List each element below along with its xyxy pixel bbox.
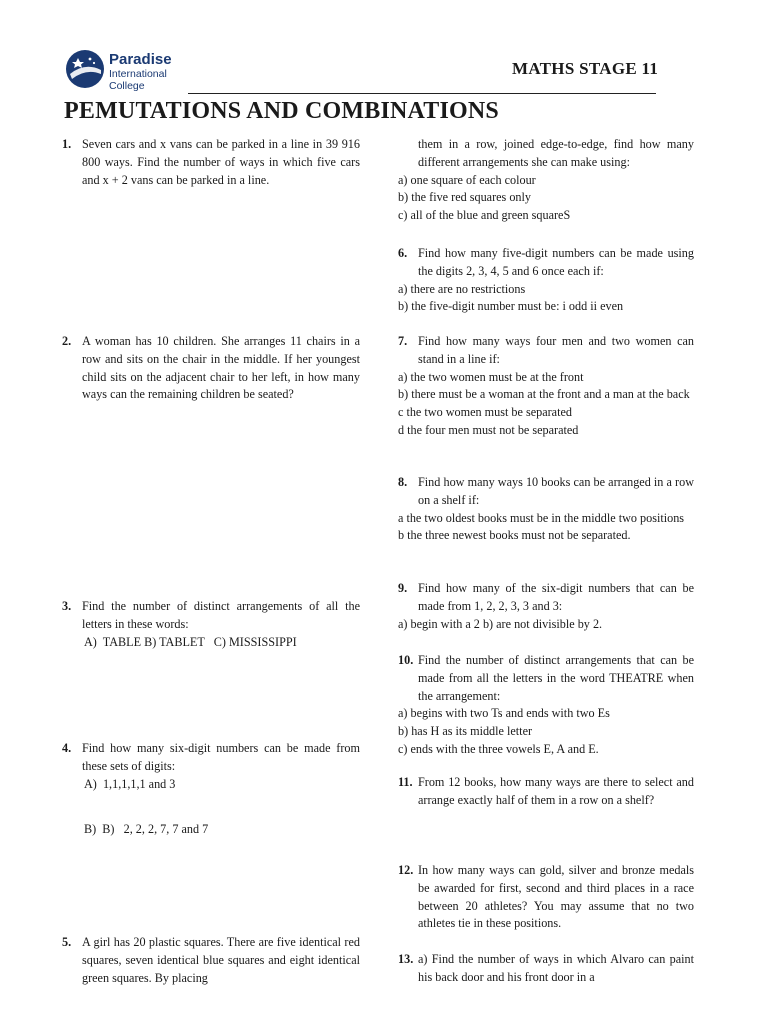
question-number: 11.	[398, 775, 413, 789]
question-text: From 12 books, how many ways are there to select and arrange exactly half of them in a row on a shelf?	[418, 775, 694, 807]
question-option-a: A) 1,1,1,1,1 and 3	[84, 776, 176, 791]
question-number: 1.	[62, 137, 72, 151]
question-option-b: B) B) 2, 2, 2, 7, 7 and 7	[84, 822, 209, 837]
logo-sub-international: International	[109, 68, 167, 80]
question-5	[62, 934, 360, 987]
logo-subtitle	[109, 68, 167, 92]
question-part: b) the five-digit number must be: i odd ii even	[398, 299, 624, 314]
question-1	[62, 136, 360, 189]
question-6	[398, 245, 694, 316]
question-12	[398, 862, 694, 933]
question-text: A girl has 20 plastic squares. There are five identical red squares, seven identical blue squares and eight identical green squares. By placing	[82, 935, 360, 985]
question-text: Find how many of the six-digit numbers that can be made from 1, 2, 2, 3, 3 and 3:	[418, 581, 694, 613]
question-text: Find how many ways 10 books can be arranged in a row on a shelf if:	[418, 475, 694, 507]
question-part: a the two oldest books must be in the middle two positions	[398, 510, 685, 525]
question-number: 9.	[398, 581, 408, 595]
question-text: a) Find the number of ways in which Alvaro can paint his back door and his front door in a	[418, 952, 694, 984]
question-8	[398, 474, 694, 545]
question-part: a) the two women must be at the front	[398, 369, 584, 384]
question-text: In how many ways can gold, silver and bronze medals be awarded for first, second and third places in a race between 20 athletes? You may assume that no two athletes tie in these positions.	[418, 863, 694, 931]
question-part: c the two women must be separated	[398, 405, 572, 420]
question-number: 10.	[398, 653, 414, 667]
question-number: 3.	[62, 599, 72, 613]
question-7	[398, 333, 694, 440]
question-part: a) one square of each colour	[398, 172, 536, 187]
question-text: them in a row, joined edge-to-edge, find how many different arrangements she can make using:	[418, 137, 694, 169]
college-logo	[64, 48, 194, 94]
question-part: a) begin with a 2 b) are not divisible by 2.	[398, 616, 603, 631]
question-number: 4.	[62, 741, 72, 755]
logo-sub-college: College	[109, 80, 145, 92]
globe-star-icon	[64, 48, 106, 90]
question-part: b the three newest books must not be separated.	[398, 528, 631, 543]
page-title: PEMUTATIONS AND COMBINATIONS	[64, 98, 499, 124]
question-13	[398, 951, 694, 987]
question-text: Find how many six-digit numbers can be made from these sets of digits:	[82, 741, 360, 773]
question-number: 5.	[62, 935, 72, 949]
question-part: c) ends with the three vowels E, A and E.	[398, 741, 599, 756]
question-part: b) has H as its middle letter	[398, 724, 533, 739]
question-number: 7.	[398, 334, 408, 348]
stage-heading: MATHS STAGE 11	[512, 59, 659, 78]
question-4	[62, 740, 360, 839]
question-3	[62, 598, 360, 651]
logo-name: Paradise	[109, 51, 172, 68]
question-number: 13.	[398, 952, 414, 966]
question-number: 8.	[398, 475, 408, 489]
question-text: Find the number of distinct arrangements that can be made from all the letters in the word THEATRE when the arrangement:	[418, 653, 694, 703]
question-11	[398, 774, 694, 810]
question-number: 2.	[62, 334, 72, 348]
header-divider	[188, 93, 656, 94]
question-part: d the four men must not be separated	[398, 422, 579, 437]
question-text: Find how many five-digit numbers can be made using the digits 2, 3, 4, 5 and 6 once each if:	[418, 246, 694, 278]
question-part: c) all of the blue and green squareS	[398, 208, 571, 223]
question-text: Find how many ways four men and two women can stand in a line if:	[418, 334, 694, 366]
question-part: b) there must be a woman at the front and a man at the back	[398, 387, 690, 402]
question-2	[62, 333, 360, 404]
question-text: Find the number of distinct arrangements of all the letters in these words:	[82, 599, 360, 631]
question-10	[398, 652, 694, 759]
question-number: 6.	[398, 246, 408, 260]
question-options: A) TABLE B) TABLET C) MISSISSIPPI	[84, 634, 297, 649]
question-text: A woman has 10 children. She arranges 11 chairs in a row and sits on the chair in the middle. If her youngest child sits on the adjacent chair to her left, in how many ways can the remaining children be seated?	[82, 334, 360, 402]
question-part: b) the five red squares only	[398, 190, 532, 205]
question-part: a) there are no restrictions	[398, 281, 526, 296]
question-text: Seven cars and x vans can be parked in a line in 39 916 800 ways. Find the number of ways in which five cars and x + 2 vans can be parked in a line.	[82, 137, 360, 187]
question-9	[398, 580, 694, 633]
question-part: a) begins with two Ts and ends with two Es	[398, 706, 610, 721]
question-number: 12.	[398, 863, 414, 877]
question-5-continued	[398, 136, 694, 225]
